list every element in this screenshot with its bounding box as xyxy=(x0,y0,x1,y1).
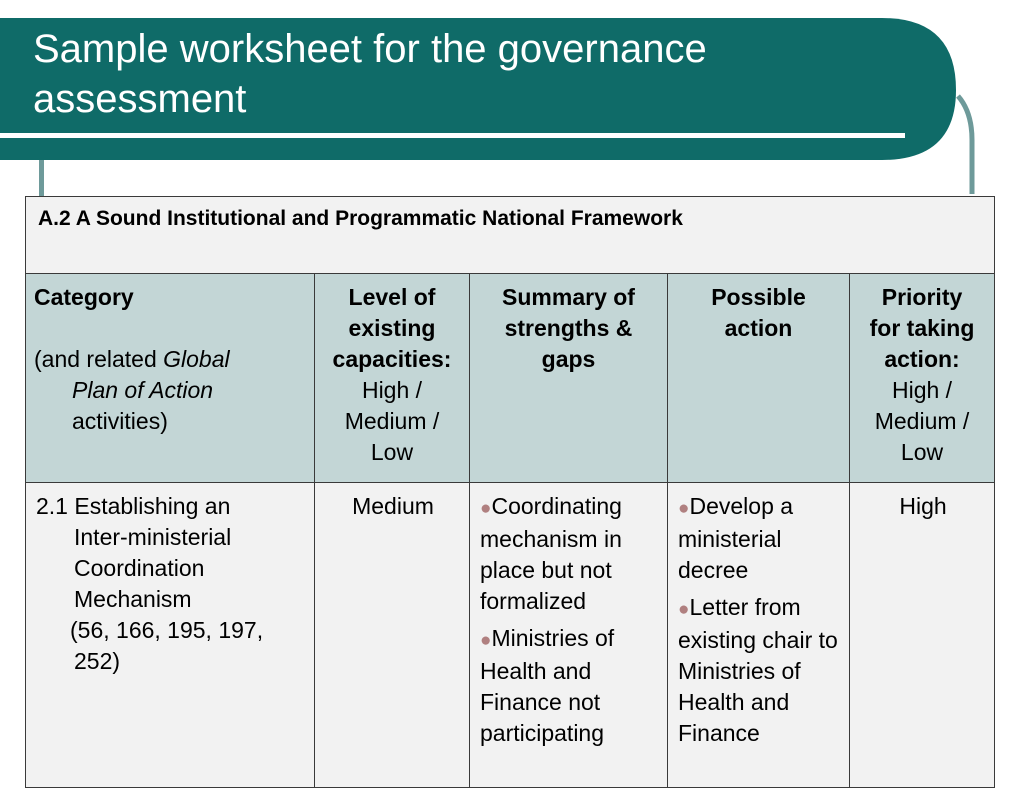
bullet-icon: ● xyxy=(480,630,492,651)
slide-title-line2: assessment xyxy=(33,77,247,121)
section-heading: A.2 A Sound Institutional and Programmatic National Framework xyxy=(26,197,995,274)
slide-title xyxy=(33,24,893,124)
row-category-line: (56, 166, 195, 197, xyxy=(70,617,264,643)
governance-worksheet-table xyxy=(25,196,995,788)
header-priority-line: Medium / xyxy=(874,408,970,434)
header-category-note-suffix: activities) xyxy=(72,408,168,434)
header-action-line: action xyxy=(724,315,793,341)
list-item xyxy=(678,491,841,586)
row-category-line: 252) xyxy=(74,648,121,674)
row-category-text xyxy=(36,491,306,615)
header-summary xyxy=(470,274,668,483)
header-level-line: Medium / xyxy=(344,408,440,434)
row-category-line: Coordination xyxy=(74,555,205,581)
row-category-line: Mechanism xyxy=(74,586,192,612)
header-priority xyxy=(850,274,995,483)
header-level-line: High / xyxy=(361,377,423,403)
frame-rail xyxy=(958,96,972,194)
summary-item-text: Coordinating mechanism in place but not formalized xyxy=(480,493,622,614)
header-level-line: existing xyxy=(348,315,436,341)
list-item xyxy=(678,592,841,749)
row-category-refs-2 xyxy=(36,646,306,677)
header-possible-action xyxy=(668,274,850,483)
header-summary-line: Summary of xyxy=(502,284,635,310)
section-heading-row xyxy=(26,197,995,274)
header-category-title: Category xyxy=(34,284,134,310)
header-priority-line: Low xyxy=(900,439,944,465)
header-category-note-italic-2: Plan of Action xyxy=(72,377,214,403)
action-item-text: Letter from existing chair to Ministries of Health and Finance xyxy=(678,594,838,746)
header-action-line: Possible xyxy=(711,284,806,310)
bullet-icon: ● xyxy=(480,498,492,519)
header-category-note-prefix: (and related xyxy=(34,346,164,372)
header-category xyxy=(26,274,315,483)
header-summary-line: strengths & xyxy=(504,315,633,341)
header-category-note-italic: Global xyxy=(163,346,230,372)
row-level: Medium xyxy=(315,483,470,788)
row-possible-action xyxy=(668,483,850,788)
header-priority-line: Priority xyxy=(881,284,963,310)
header-priority-line: for taking xyxy=(869,315,975,341)
action-item-text: Develop a ministerial decree xyxy=(678,493,794,583)
slide-title-line1: Sample worksheet for the governance xyxy=(33,27,707,71)
header-level-line: Low xyxy=(370,439,414,465)
row-priority: High xyxy=(850,483,995,788)
header-level-line: capacities: xyxy=(332,346,452,372)
row-category xyxy=(26,483,315,788)
table-row xyxy=(26,483,995,788)
header-summary-line: gaps xyxy=(541,346,596,372)
bullet-icon: ● xyxy=(678,498,690,519)
row-category-line: Inter-ministerial xyxy=(74,524,232,550)
header-level xyxy=(315,274,470,483)
bullet-icon: ● xyxy=(678,599,690,620)
header-category-note xyxy=(34,344,306,437)
header-priority-line: action: xyxy=(884,346,960,372)
title-underline xyxy=(0,133,905,138)
column-header-row xyxy=(26,274,995,483)
header-level-line: Level of xyxy=(348,284,436,310)
list-item xyxy=(480,623,659,749)
row-summary xyxy=(470,483,668,788)
list-item xyxy=(480,491,659,617)
frame-rail-left xyxy=(39,158,44,196)
summary-item-text: Ministries of Health and Finance not participating xyxy=(480,625,615,746)
header-priority-line: High / xyxy=(891,377,953,403)
row-category-refs xyxy=(36,615,306,646)
row-category-line: 2.1 Establishing an xyxy=(36,493,231,519)
